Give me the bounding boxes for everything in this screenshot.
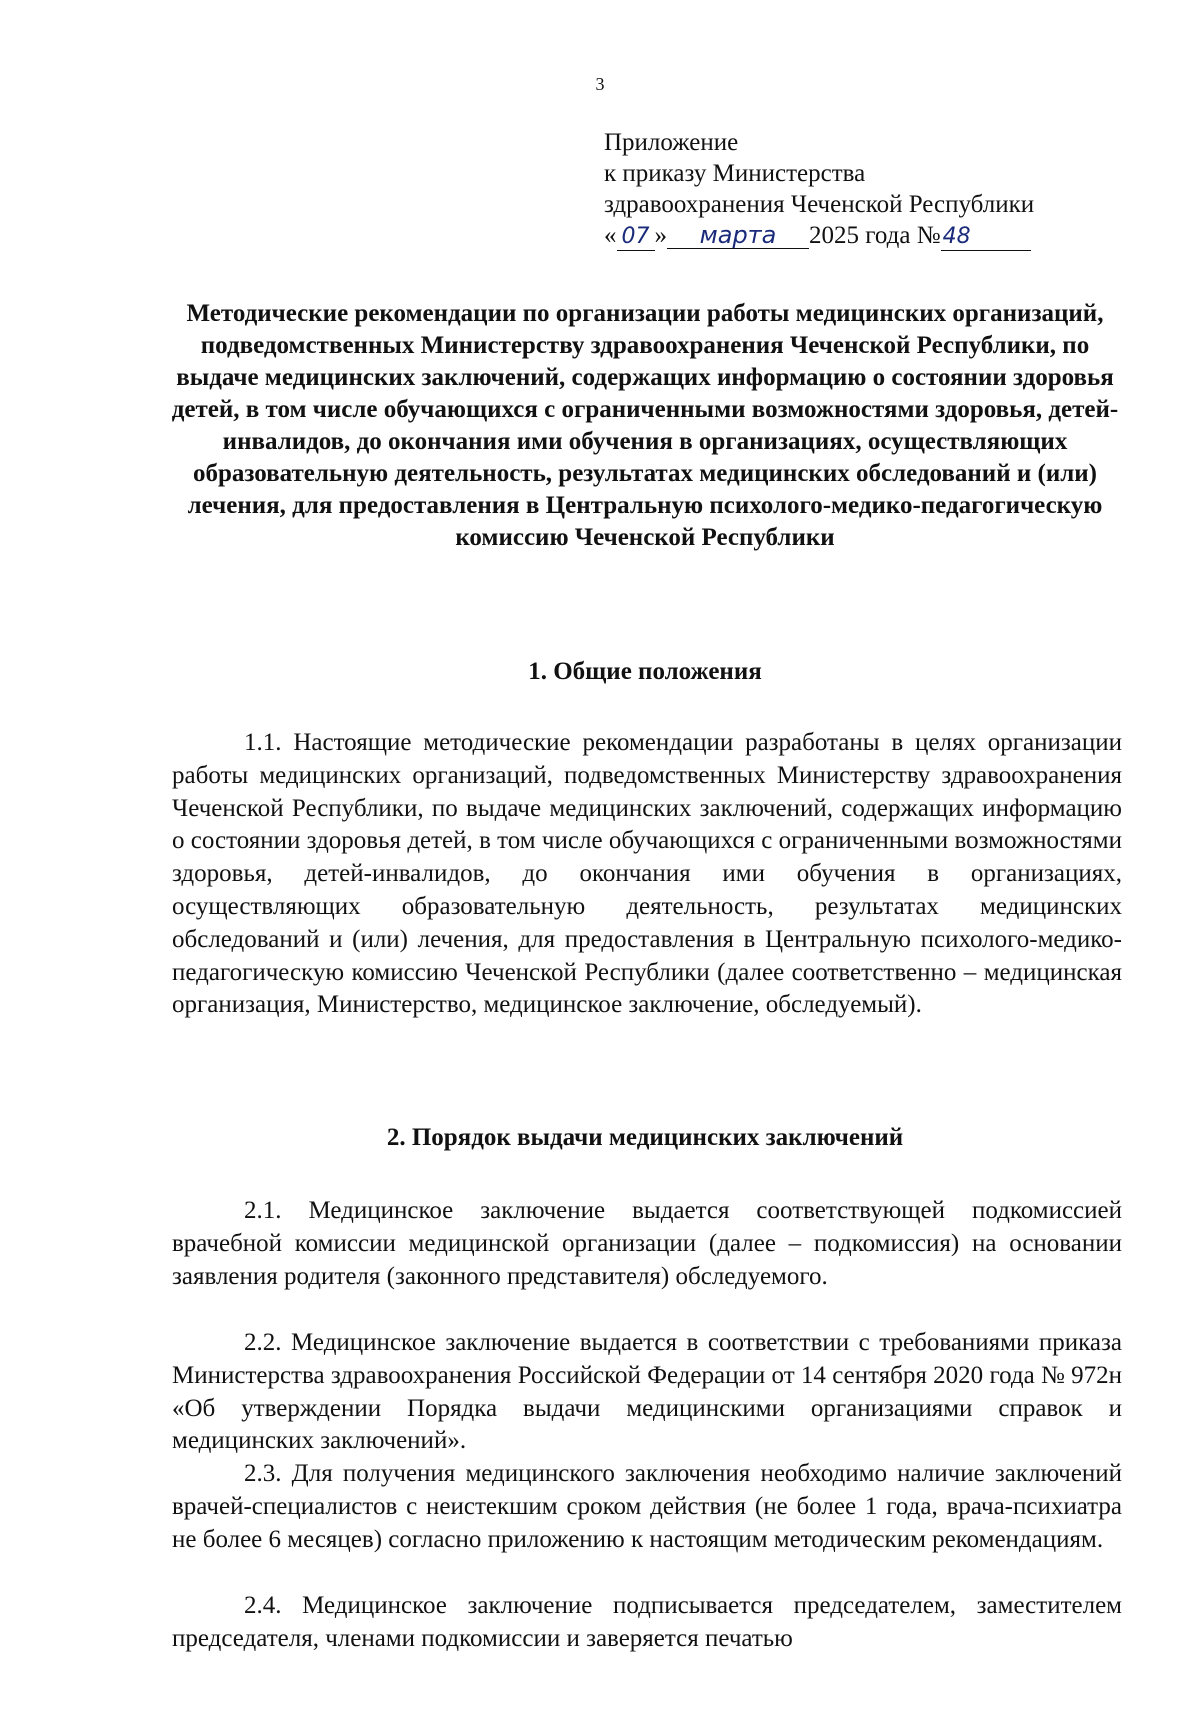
paragraph-2-4: 2.4. Медицинское заключение подписывается председателем, заместителем председателя, членами подкомиссии и заверяется печатью — [172, 1592, 1122, 1652]
date-close-quote: » — [654, 222, 667, 249]
date-open-quote: « — [604, 222, 617, 249]
document-title: Методические рекомендации по организации работы медицинских организаций, подведомственных Министерству здравоохранения Чеченской Республики, по выдаче медицинских заключений, содержащих информацию о состоянии здоровья детей, в том числе обучающихся с ограниченными возможностями здоровья, детей-инвалидов, до окончания ими обучения в организациях, осуществляющих образовательную деятельность, результатах медицинских обследований и (или) лечения, для предоставления в Центральную психолого-медико-педагогическую комиссию Чеченской Республики — [171, 300, 1119, 551]
paragraph-2-1: 2.1. Медицинское заключение выдается соответствующей подкомиссией врачебной комиссии медицинской организации (далее – подкомиссия) на основании заявления родителя (законного представителя) обследуемого. — [172, 1197, 1122, 1290]
date-month-handwritten: марта — [667, 222, 809, 249]
order-number-handwritten: 48 — [941, 224, 1031, 251]
paragraph-2-2: 2.2. Медицинское заключение выдается в соответствии с требованиями приказа Министерства здравоохранения Российской Федерации от 14 сентября 2020 года № 972н «Об утверждении Порядка выдачи медицинскими организациями справок и медицинских заключений». — [172, 1329, 1122, 1455]
appendix-block — [604, 127, 1034, 251]
page-number: 3 — [595, 74, 605, 94]
date-year-text: 2025 года № — [809, 222, 941, 249]
section-heading-procedure: 2. Порядок выдачи медицинских заключений — [386, 1124, 904, 1151]
appendix-date-line — [604, 220, 1034, 251]
paragraph-1-1: 1.1. Настоящие методические рекомендации разработаны в целях организации работы медицинских организаций, подведомственных Министерству здравоохранения Чеченской Республики, по выдаче медицинских заключений, содержащих информацию о состоянии здоровья детей, в том числе обучающихся с ограниченными возможностями здоровья, детей-инвалидов, до окончания ими обучения в организациях, осуществляющих образовательную деятельность, результатах медицинских обследований и (или) лечения, для предоставления в Центральную психолого-медико-педагогическую комиссию Чеченской Республики (далее соответственно – медицинская организация, Министерство, медицинское заключение, обследуемый). — [172, 729, 1122, 1019]
paragraph-2-3: 2.3. Для получения медицинского заключения необходимо наличие заключений врачей-специалистов с неистекшим сроком действия (не более 1 года, врача-психиатра не более 6 месяцев) согласно приложению к настоящим методическим рекомендациям. — [172, 1460, 1122, 1553]
date-day-handwritten: 07 — [617, 224, 655, 251]
appendix-order-ref: к приказу Министерства — [604, 160, 866, 187]
appendix-title: Приложение — [604, 129, 739, 156]
section-heading-general: 1. Общие положения — [528, 658, 762, 685]
appendix-ministry: здравоохранения Чеченской Республики — [604, 191, 1035, 218]
